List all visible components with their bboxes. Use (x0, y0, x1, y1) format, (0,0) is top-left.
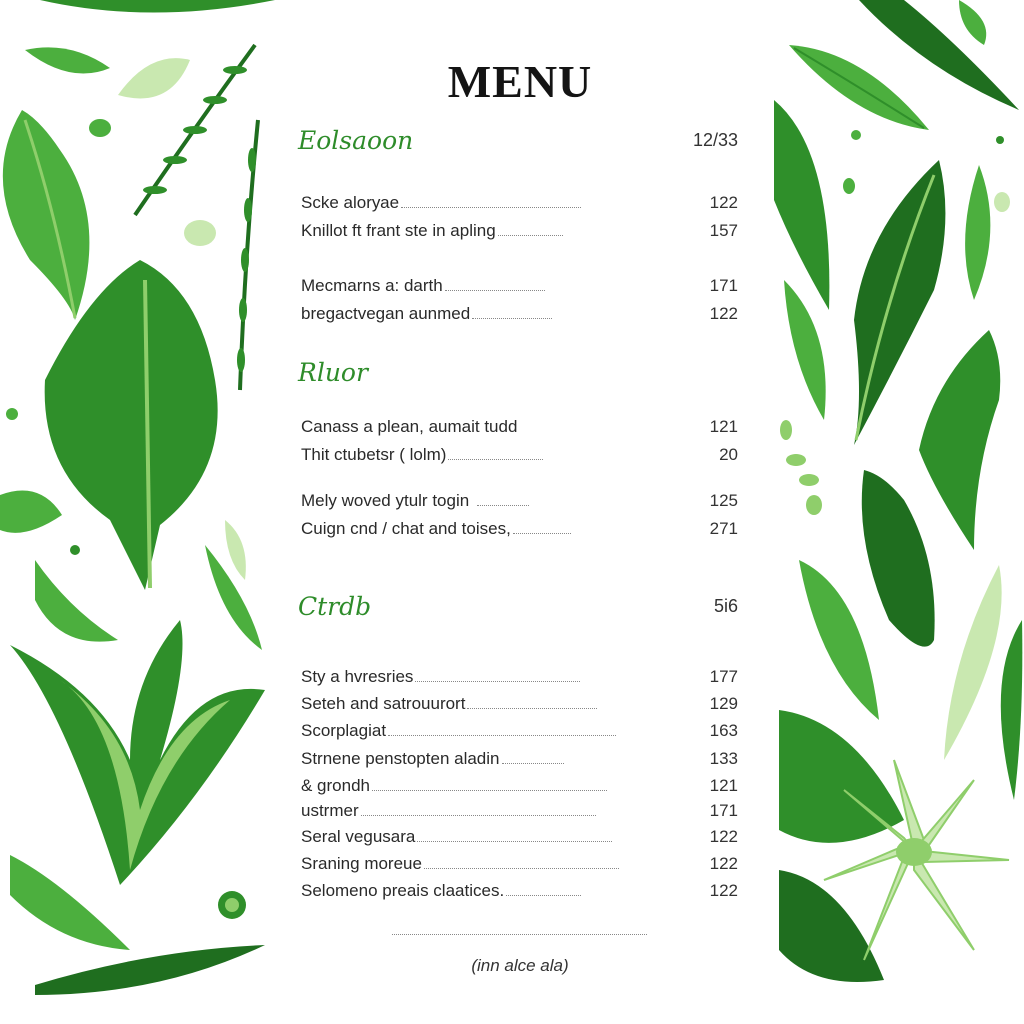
leaf-dot (89, 119, 111, 137)
section-price: 12/33 (692, 130, 738, 150)
menu-item (301, 667, 738, 691)
item-price: 171 (709, 276, 738, 295)
menu-item (301, 417, 738, 441)
right-leaf-illustration (774, 0, 1024, 1024)
dot-leader (417, 827, 612, 842)
item-price: 122 (709, 304, 738, 323)
menu-item (301, 193, 738, 217)
leaf-dot (994, 192, 1010, 212)
dot-leader (513, 519, 571, 534)
large-leaf-cluster (10, 620, 265, 885)
leaf-shape (10, 855, 130, 950)
spinach-leaf (862, 470, 935, 647)
item-price: 133 (709, 749, 738, 768)
section-name: Eolsaoon (298, 126, 414, 155)
dot-leader (388, 721, 616, 736)
dot-leader (498, 221, 563, 236)
section-header (298, 126, 738, 160)
menu-item (301, 519, 738, 543)
spinach-leaf (854, 160, 945, 445)
item-price: 171 (709, 801, 738, 820)
menu-item (301, 721, 738, 745)
leaf-shape (225, 520, 246, 580)
menu-item (301, 276, 738, 300)
item-name: Scorplagiat (301, 721, 387, 740)
item-name: ustrmer (301, 801, 359, 820)
item-name: Scke alorуае (301, 193, 400, 212)
item-name: Thit ctubetsr ( lolm) (301, 445, 447, 464)
leaf-shape (959, 0, 986, 45)
dot-leader (506, 881, 581, 896)
leaf-shape (774, 100, 829, 310)
leaf-dot (851, 130, 861, 140)
menu-item (301, 304, 738, 328)
leaf-dot (225, 898, 239, 912)
item-price: 125 (709, 491, 738, 510)
item-name: Seteh and satrouurort (301, 694, 466, 713)
item-price: 121 (709, 776, 738, 795)
dot-leader (445, 276, 545, 291)
item-name: Strnene penstopten aladin (301, 749, 500, 768)
item-price: 271 (709, 519, 738, 538)
leaf-shape (1001, 620, 1023, 800)
item-price: 122 (709, 827, 738, 846)
leaf-shape (799, 560, 879, 720)
item-price: 20 (719, 445, 738, 464)
menu-item (301, 854, 738, 878)
item-name: Canass a plean, aumait tudd (301, 417, 518, 436)
menu-item (301, 445, 738, 469)
item-price: 163 (709, 721, 738, 740)
leaf-vein (794, 48, 924, 128)
leaf-shape (784, 280, 826, 420)
dot-leader (361, 801, 596, 816)
menu-item (301, 801, 738, 825)
leaf-shape (35, 560, 118, 642)
dot-leader (467, 694, 597, 709)
dot-leader (477, 491, 529, 506)
leaf-shape (944, 565, 1002, 760)
footer-divider (392, 934, 647, 935)
section-header (298, 592, 738, 626)
leaf-shape (965, 165, 990, 300)
menu-item (301, 749, 738, 773)
dot-leader (424, 854, 619, 869)
item-name: Knillot ft frant ste in apling (301, 221, 496, 240)
dot-leader (372, 776, 607, 791)
menu-item (301, 491, 738, 515)
item-name: Sty a hvresries (301, 667, 414, 686)
item-name: bregactvegan aunmed (301, 304, 471, 323)
menu-item (301, 694, 738, 718)
dot-leader (472, 304, 552, 319)
large-leaf (779, 870, 884, 982)
small-sprig-leaves (780, 420, 822, 515)
item-price: 157 (709, 221, 738, 240)
leaf-shape (25, 47, 110, 73)
item-price: 122 (709, 854, 738, 873)
item-name: Seral vegusara (301, 827, 416, 846)
item-price: 122 (709, 193, 738, 212)
dot-leader (448, 445, 543, 460)
dot-leader (401, 193, 581, 208)
footer-note: (inn alce ala) (471, 956, 569, 975)
leaf-shape (0, 491, 62, 533)
leaf-dot (6, 408, 18, 420)
menu-panel (290, 0, 750, 1024)
dot-leader (415, 667, 580, 682)
leaf-shape (3, 110, 90, 320)
left-leaf-illustration (0, 0, 285, 1024)
leaf-dot (843, 178, 855, 194)
menu-title: MENU (447, 56, 593, 107)
spinach-leaf (919, 330, 1000, 550)
section-name: Ctrdb (298, 592, 372, 621)
leaf-shape (118, 58, 190, 98)
item-price: 177 (709, 667, 738, 686)
spinach-leaf (45, 260, 218, 590)
menu-item (301, 827, 738, 851)
item-name: Sraning moreue (301, 854, 422, 873)
section-name: Rluor (298, 358, 368, 387)
leaf-shape (40, 0, 275, 13)
menu-item (301, 221, 738, 245)
item-name: Selomeno preais claatices. (301, 881, 505, 900)
dot-leader (502, 749, 564, 764)
section-header (298, 358, 738, 392)
menu-item (301, 776, 738, 800)
item-name: Cuign cnd / chat and toises, (301, 519, 511, 538)
leaf-shape (35, 945, 265, 995)
item-price: 122 (709, 881, 738, 900)
leaf-dot (70, 545, 80, 555)
star-leaf-center (896, 838, 932, 866)
item-name: Mecmarns a: darth (301, 276, 443, 295)
menu-item (301, 881, 738, 905)
leaf-dot (996, 136, 1004, 144)
item-price: 129 (709, 694, 738, 713)
leaf-dot (184, 220, 216, 246)
item-name: Mely woved ytulr togin (301, 491, 470, 510)
item-name: & grondh (301, 776, 370, 795)
item-price: 121 (709, 417, 738, 436)
section-price: 5i6 (713, 596, 738, 616)
